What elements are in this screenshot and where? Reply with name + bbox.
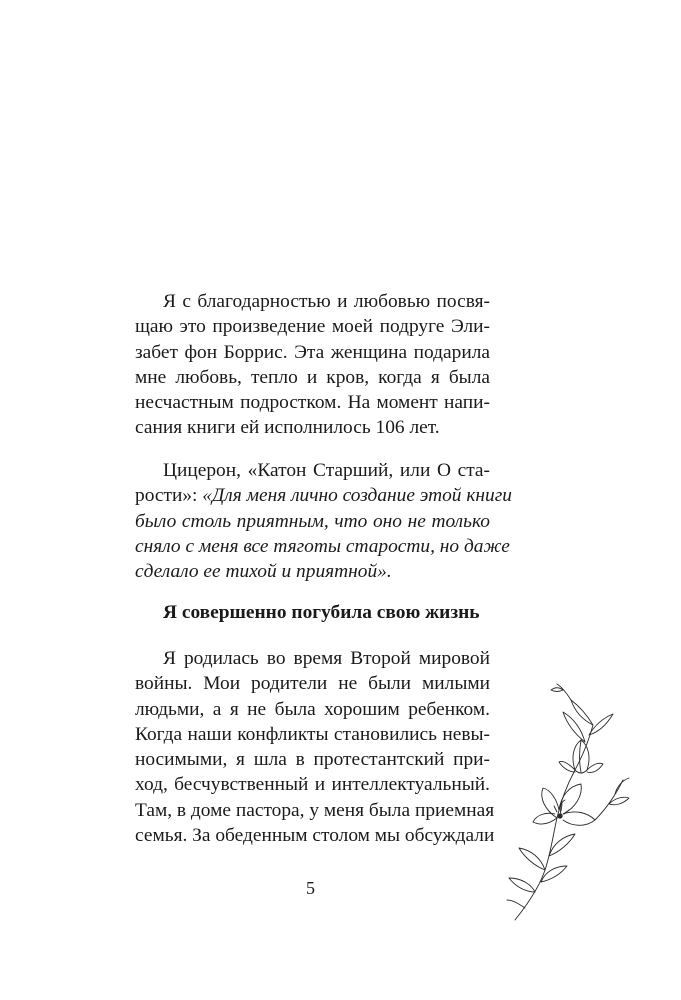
epigraph-source-end: рости»:	[135, 485, 203, 507]
chapter-paragraph	[135, 646, 495, 848]
epigraph-paragraph	[135, 458, 512, 584]
chapter-line: Там, в доме пастора, у меня была приемная	[135, 799, 495, 821]
chapter-heading	[135, 600, 490, 625]
chapter-line: Когда наши конфликты становились невы-	[135, 723, 490, 745]
chapter-line: носимыми, я шла в протестантский при-	[135, 749, 490, 771]
dedication-line: мне любовь, тепло и кров, когда я была	[135, 366, 490, 388]
page-number: 5	[306, 878, 315, 898]
dedication-line: Я с благодарностью и любовью посвя-	[163, 291, 490, 312]
dedication-line: сания книги ей исполнилось 106 лет.	[135, 417, 440, 439]
dedication-line: несчастным подростком. На момент напи-	[135, 392, 490, 414]
chapter-line: людьми, а я не была хорошим ребенком.	[135, 698, 490, 720]
dedication-paragraph	[135, 289, 490, 441]
epigraph-quote-start: «Для меня лично создание этой книги	[202, 485, 512, 507]
chapter-title: Я совершенно погубила свою жизнь	[163, 602, 480, 623]
floral-illustration-icon	[505, 680, 635, 925]
dedication-line: забет фон Боррис. Эта женщина подарила	[135, 341, 490, 363]
chapter-line: ход, бесчувственный и интеллектуальный.	[135, 774, 490, 796]
epigraph-line: Цицерон, «Катон Старший, или О ста-	[163, 460, 490, 481]
epigraph-quote-line: сняло с меня все тяготы старости, но даже	[135, 535, 510, 557]
dedication-line: щаю это произведение моей подруге Эли-	[135, 316, 490, 338]
epigraph-quote-line: было столь приятным, что оно не только	[135, 510, 490, 532]
chapter-line: Я родилась во время Второй мировой	[163, 648, 490, 669]
chapter-line: семья. За обеденным столом мы обсуждали	[135, 825, 495, 847]
epigraph-quote-line: сделало ее тихой и приятной».	[135, 561, 392, 583]
epigraph-line	[135, 483, 512, 508]
chapter-line: войны. Мои родители не были милыми	[135, 673, 490, 695]
